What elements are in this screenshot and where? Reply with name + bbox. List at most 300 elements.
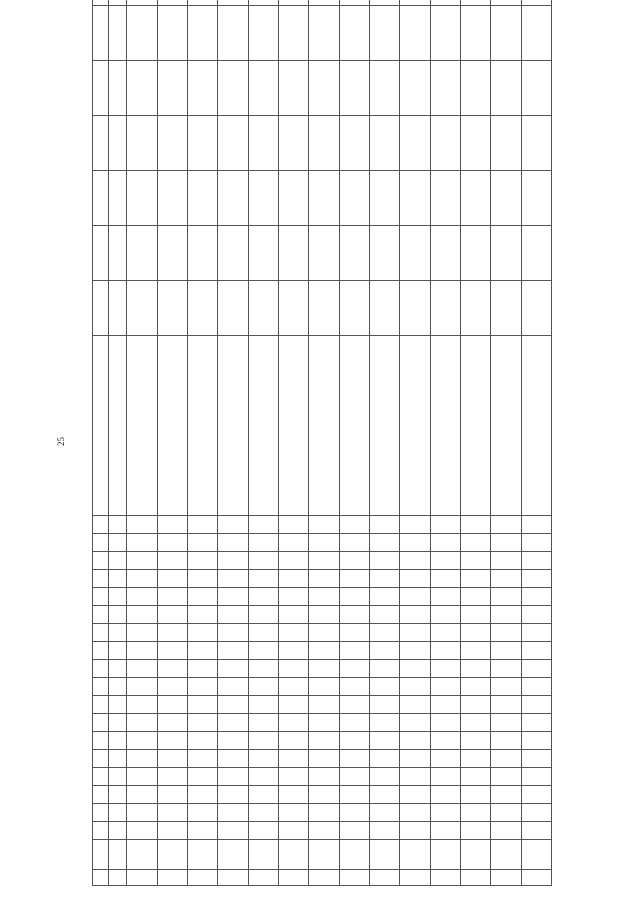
table-cell	[369, 171, 399, 226]
table-cell	[93, 534, 109, 552]
table-row	[109, 0, 127, 886]
table-cell	[521, 804, 551, 822]
table-cell	[279, 678, 309, 696]
table-row	[400, 0, 430, 886]
table-rotator	[92, 24, 552, 886]
table-cell	[218, 624, 248, 642]
table-cell	[157, 870, 187, 886]
table-cell	[188, 804, 218, 822]
table-cell	[127, 768, 157, 786]
table-cell	[400, 606, 430, 624]
table-cell	[339, 171, 369, 226]
table-cell	[93, 732, 109, 750]
table-cell	[127, 606, 157, 624]
table-cell	[188, 678, 218, 696]
table-cell	[369, 840, 399, 870]
table-cell	[430, 336, 460, 516]
table-cell	[309, 696, 339, 714]
table-cell	[93, 171, 109, 226]
table-row	[521, 0, 551, 886]
table-cell	[309, 61, 339, 116]
table-cell	[369, 696, 399, 714]
table-cell	[369, 786, 399, 804]
table-cell	[279, 696, 309, 714]
table-cell	[127, 588, 157, 606]
table-cell	[279, 786, 309, 804]
table-cell	[279, 116, 309, 171]
table-cell	[460, 281, 490, 336]
table-cell	[188, 588, 218, 606]
table-cell	[521, 534, 551, 552]
table-cell	[188, 840, 218, 870]
table-cell	[339, 61, 369, 116]
table-cell	[369, 660, 399, 678]
table-cell	[127, 0, 157, 6]
table-cell	[460, 750, 490, 768]
table-cell	[400, 750, 430, 768]
table-cell	[430, 840, 460, 870]
table-cell	[491, 516, 521, 534]
table-cell	[218, 0, 248, 6]
table-cell	[491, 61, 521, 116]
table-cell	[491, 642, 521, 660]
table-cell	[491, 6, 521, 61]
table-cell	[127, 660, 157, 678]
table-cell	[400, 226, 430, 281]
table-cell	[430, 822, 460, 840]
table-cell	[279, 516, 309, 534]
table-cell	[109, 714, 127, 732]
table-cell	[279, 750, 309, 768]
table-cell	[93, 336, 109, 516]
table-cell	[400, 870, 430, 886]
table-cell	[491, 678, 521, 696]
table-cell	[460, 336, 490, 516]
table-cell	[309, 768, 339, 786]
table-cell	[157, 786, 187, 804]
table-cell	[491, 768, 521, 786]
table-cell	[109, 516, 127, 534]
table-cell	[109, 606, 127, 624]
table-cell	[400, 732, 430, 750]
table-cell	[400, 804, 430, 822]
table-cell	[460, 732, 490, 750]
table-cell	[127, 804, 157, 822]
table-cell	[127, 534, 157, 552]
table-cell	[248, 61, 278, 116]
table-cell	[339, 804, 369, 822]
table-cell	[218, 570, 248, 588]
table-cell	[309, 552, 339, 570]
table-cell	[248, 804, 278, 822]
table-cell	[248, 768, 278, 786]
table-cell	[369, 516, 399, 534]
table-cell	[157, 642, 187, 660]
table-cell	[109, 116, 127, 171]
table-cell	[279, 588, 309, 606]
table-cell	[218, 768, 248, 786]
table-cell	[218, 171, 248, 226]
table-cell	[248, 6, 278, 61]
table-cell	[430, 870, 460, 886]
table-cell	[279, 768, 309, 786]
table-cell	[127, 642, 157, 660]
table-cell	[109, 732, 127, 750]
table-cell	[460, 552, 490, 570]
table-cell	[109, 281, 127, 336]
table-cell	[430, 750, 460, 768]
table-cell	[521, 336, 551, 516]
table-cell	[521, 732, 551, 750]
table-cell	[460, 516, 490, 534]
table-cell	[521, 226, 551, 281]
table-cell	[188, 642, 218, 660]
table-cell	[400, 840, 430, 870]
table-cell	[93, 696, 109, 714]
table-cell	[109, 768, 127, 786]
table-cell	[460, 678, 490, 696]
table-cell	[218, 840, 248, 870]
table-cell	[430, 588, 460, 606]
table-cell	[491, 336, 521, 516]
table-cell	[93, 840, 109, 870]
table-cell	[157, 588, 187, 606]
table-cell	[521, 660, 551, 678]
table-cell	[248, 281, 278, 336]
table-cell	[430, 0, 460, 6]
table-cell	[491, 534, 521, 552]
table-cell	[309, 804, 339, 822]
table-cell	[400, 336, 430, 516]
table-cell	[369, 281, 399, 336]
table-cell	[109, 0, 127, 6]
table-cell	[521, 552, 551, 570]
table-cell	[309, 660, 339, 678]
table-cell	[93, 714, 109, 732]
table-cell	[279, 336, 309, 516]
table-cell	[521, 516, 551, 534]
table-cell	[339, 822, 369, 840]
table-cell	[339, 768, 369, 786]
page-number: 25	[56, 437, 66, 446]
table-row	[430, 0, 460, 886]
table-cell	[188, 732, 218, 750]
table-cell	[188, 0, 218, 6]
table-cell	[460, 116, 490, 171]
table-cell	[188, 606, 218, 624]
table-cell	[460, 588, 490, 606]
table-cell	[491, 570, 521, 588]
table-cell	[157, 552, 187, 570]
table-cell	[109, 226, 127, 281]
table-cell	[188, 116, 218, 171]
table-cell	[188, 714, 218, 732]
table-cell	[188, 786, 218, 804]
table-cell	[521, 281, 551, 336]
table-cell	[309, 281, 339, 336]
table-cell	[188, 552, 218, 570]
table-cell	[93, 804, 109, 822]
table-row	[157, 0, 187, 886]
table-cell	[248, 226, 278, 281]
table-cell	[127, 786, 157, 804]
table-row	[279, 0, 309, 886]
table-cell	[248, 552, 278, 570]
table-cell	[369, 588, 399, 606]
table-cell	[309, 534, 339, 552]
table-cell	[400, 61, 430, 116]
table-cell	[279, 0, 309, 6]
table-cell	[157, 516, 187, 534]
table-cell	[93, 116, 109, 171]
table-cell	[218, 6, 248, 61]
table-cell	[127, 552, 157, 570]
table-cell	[369, 552, 399, 570]
table-cell	[430, 6, 460, 61]
table-cell	[369, 0, 399, 6]
table-cell	[188, 750, 218, 768]
table-cell	[339, 552, 369, 570]
table-cell	[430, 696, 460, 714]
table-cell	[369, 804, 399, 822]
table-cell	[248, 840, 278, 870]
table-cell	[279, 804, 309, 822]
table-cell	[188, 624, 218, 642]
table-cell	[369, 714, 399, 732]
table-cell	[521, 822, 551, 840]
table-cell	[309, 624, 339, 642]
table-cell	[279, 552, 309, 570]
table-cell	[309, 840, 339, 870]
table-cell	[93, 516, 109, 534]
table-cell	[460, 660, 490, 678]
table-cell	[109, 804, 127, 822]
table-cell	[93, 822, 109, 840]
table-cell	[157, 696, 187, 714]
table-cell	[430, 624, 460, 642]
table-cell	[127, 116, 157, 171]
table-cell	[218, 732, 248, 750]
table-cell	[460, 768, 490, 786]
table-cell	[127, 696, 157, 714]
table-cell	[218, 534, 248, 552]
table-cell	[521, 0, 551, 6]
table-cell	[460, 840, 490, 870]
table-cell	[248, 0, 278, 6]
table-cell	[157, 660, 187, 678]
table-cell	[188, 61, 218, 116]
table-cell	[93, 226, 109, 281]
table-cell	[157, 6, 187, 61]
table-cell	[127, 171, 157, 226]
table-cell	[109, 642, 127, 660]
table-cell	[157, 822, 187, 840]
table-cell	[400, 624, 430, 642]
table-cell	[188, 768, 218, 786]
table-cell	[521, 696, 551, 714]
table-cell	[127, 570, 157, 588]
table-cell	[491, 171, 521, 226]
table-cell	[157, 840, 187, 870]
table-cell	[430, 281, 460, 336]
table-cell	[369, 61, 399, 116]
table-cell	[521, 606, 551, 624]
table-cell	[248, 570, 278, 588]
table-row	[127, 0, 157, 886]
table-cell	[248, 588, 278, 606]
table-cell	[491, 732, 521, 750]
table-cell	[127, 750, 157, 768]
table-cell	[309, 786, 339, 804]
table-cell	[460, 786, 490, 804]
table-cell	[218, 516, 248, 534]
table-cell	[400, 696, 430, 714]
table-cell	[339, 732, 369, 750]
table-cell	[279, 642, 309, 660]
table-cell	[127, 61, 157, 116]
table-cell	[339, 281, 369, 336]
table-cell	[491, 226, 521, 281]
table-cell	[339, 750, 369, 768]
table-cell	[157, 116, 187, 171]
table-cell	[157, 714, 187, 732]
table-cell	[339, 660, 369, 678]
table-cell	[248, 516, 278, 534]
table-cell	[279, 61, 309, 116]
table-cell	[460, 606, 490, 624]
table-cell	[218, 606, 248, 624]
table-cell	[93, 786, 109, 804]
table-cell	[369, 606, 399, 624]
table-cell	[93, 0, 109, 6]
table-cell	[339, 714, 369, 732]
table-cell	[460, 6, 490, 61]
table-cell	[460, 804, 490, 822]
table-cell	[491, 750, 521, 768]
table-cell	[460, 642, 490, 660]
table-cell	[339, 588, 369, 606]
table-cell	[339, 642, 369, 660]
table-cell	[279, 624, 309, 642]
table-cell	[521, 570, 551, 588]
table-cell	[460, 822, 490, 840]
table-cell	[430, 642, 460, 660]
table-cell	[430, 534, 460, 552]
table-cell	[339, 0, 369, 6]
table-cell	[279, 660, 309, 678]
table-cell	[127, 281, 157, 336]
table-cell	[430, 226, 460, 281]
table-cell	[369, 750, 399, 768]
table-cell	[309, 870, 339, 886]
table-cell	[430, 714, 460, 732]
table-cell	[369, 822, 399, 840]
table-cell	[248, 171, 278, 226]
table-row	[248, 0, 278, 886]
table-cell	[188, 822, 218, 840]
table-cell	[218, 660, 248, 678]
table-cell	[430, 768, 460, 786]
table-cell	[430, 660, 460, 678]
table-cell	[248, 822, 278, 840]
table-cell	[491, 840, 521, 870]
table-cell	[460, 624, 490, 642]
table-cell	[218, 61, 248, 116]
table-cell	[460, 171, 490, 226]
table-cell	[400, 570, 430, 588]
table-cell	[491, 0, 521, 6]
table-cell	[400, 171, 430, 226]
table-cell	[400, 678, 430, 696]
table-cell	[279, 714, 309, 732]
table-cell	[127, 336, 157, 516]
table-cell	[369, 624, 399, 642]
table-cell	[400, 588, 430, 606]
table-cell	[339, 336, 369, 516]
table-cell	[279, 870, 309, 886]
table-cell	[430, 552, 460, 570]
table-row	[309, 0, 339, 886]
table-cell	[248, 786, 278, 804]
table-cell	[369, 116, 399, 171]
table-cell	[248, 870, 278, 886]
table-cell	[93, 642, 109, 660]
table-cell	[400, 116, 430, 171]
table-cell	[400, 534, 430, 552]
table-cell	[218, 870, 248, 886]
table-cell	[309, 116, 339, 171]
table-cell	[491, 786, 521, 804]
table-cell	[521, 750, 551, 768]
table-cell	[491, 624, 521, 642]
table-cell	[430, 786, 460, 804]
table-cell	[521, 6, 551, 61]
table-cell	[430, 516, 460, 534]
table-cell	[93, 552, 109, 570]
table-cell	[430, 732, 460, 750]
table-row	[491, 0, 521, 886]
table-cell	[309, 822, 339, 840]
program-indicators-table	[92, 0, 552, 886]
table-cell	[157, 804, 187, 822]
table-cell	[248, 606, 278, 624]
table-cell	[93, 61, 109, 116]
table-cell	[127, 678, 157, 696]
table-cell	[248, 624, 278, 642]
table-cell	[127, 226, 157, 281]
table-cell	[309, 516, 339, 534]
table-cell	[188, 171, 218, 226]
table-cell	[339, 840, 369, 870]
table-row	[369, 0, 399, 886]
table-cell	[248, 336, 278, 516]
table-cell	[109, 840, 127, 870]
table-cell	[460, 0, 490, 6]
table-cell	[491, 870, 521, 886]
table-cell	[109, 822, 127, 840]
table-cell	[93, 678, 109, 696]
table-cell	[127, 822, 157, 840]
table-cell	[157, 534, 187, 552]
table-cell	[369, 768, 399, 786]
table-cell	[430, 116, 460, 171]
table-cell	[218, 336, 248, 516]
table-cell	[157, 750, 187, 768]
table-cell	[339, 624, 369, 642]
table-cell	[218, 696, 248, 714]
table-cell	[279, 732, 309, 750]
table-cell	[248, 642, 278, 660]
